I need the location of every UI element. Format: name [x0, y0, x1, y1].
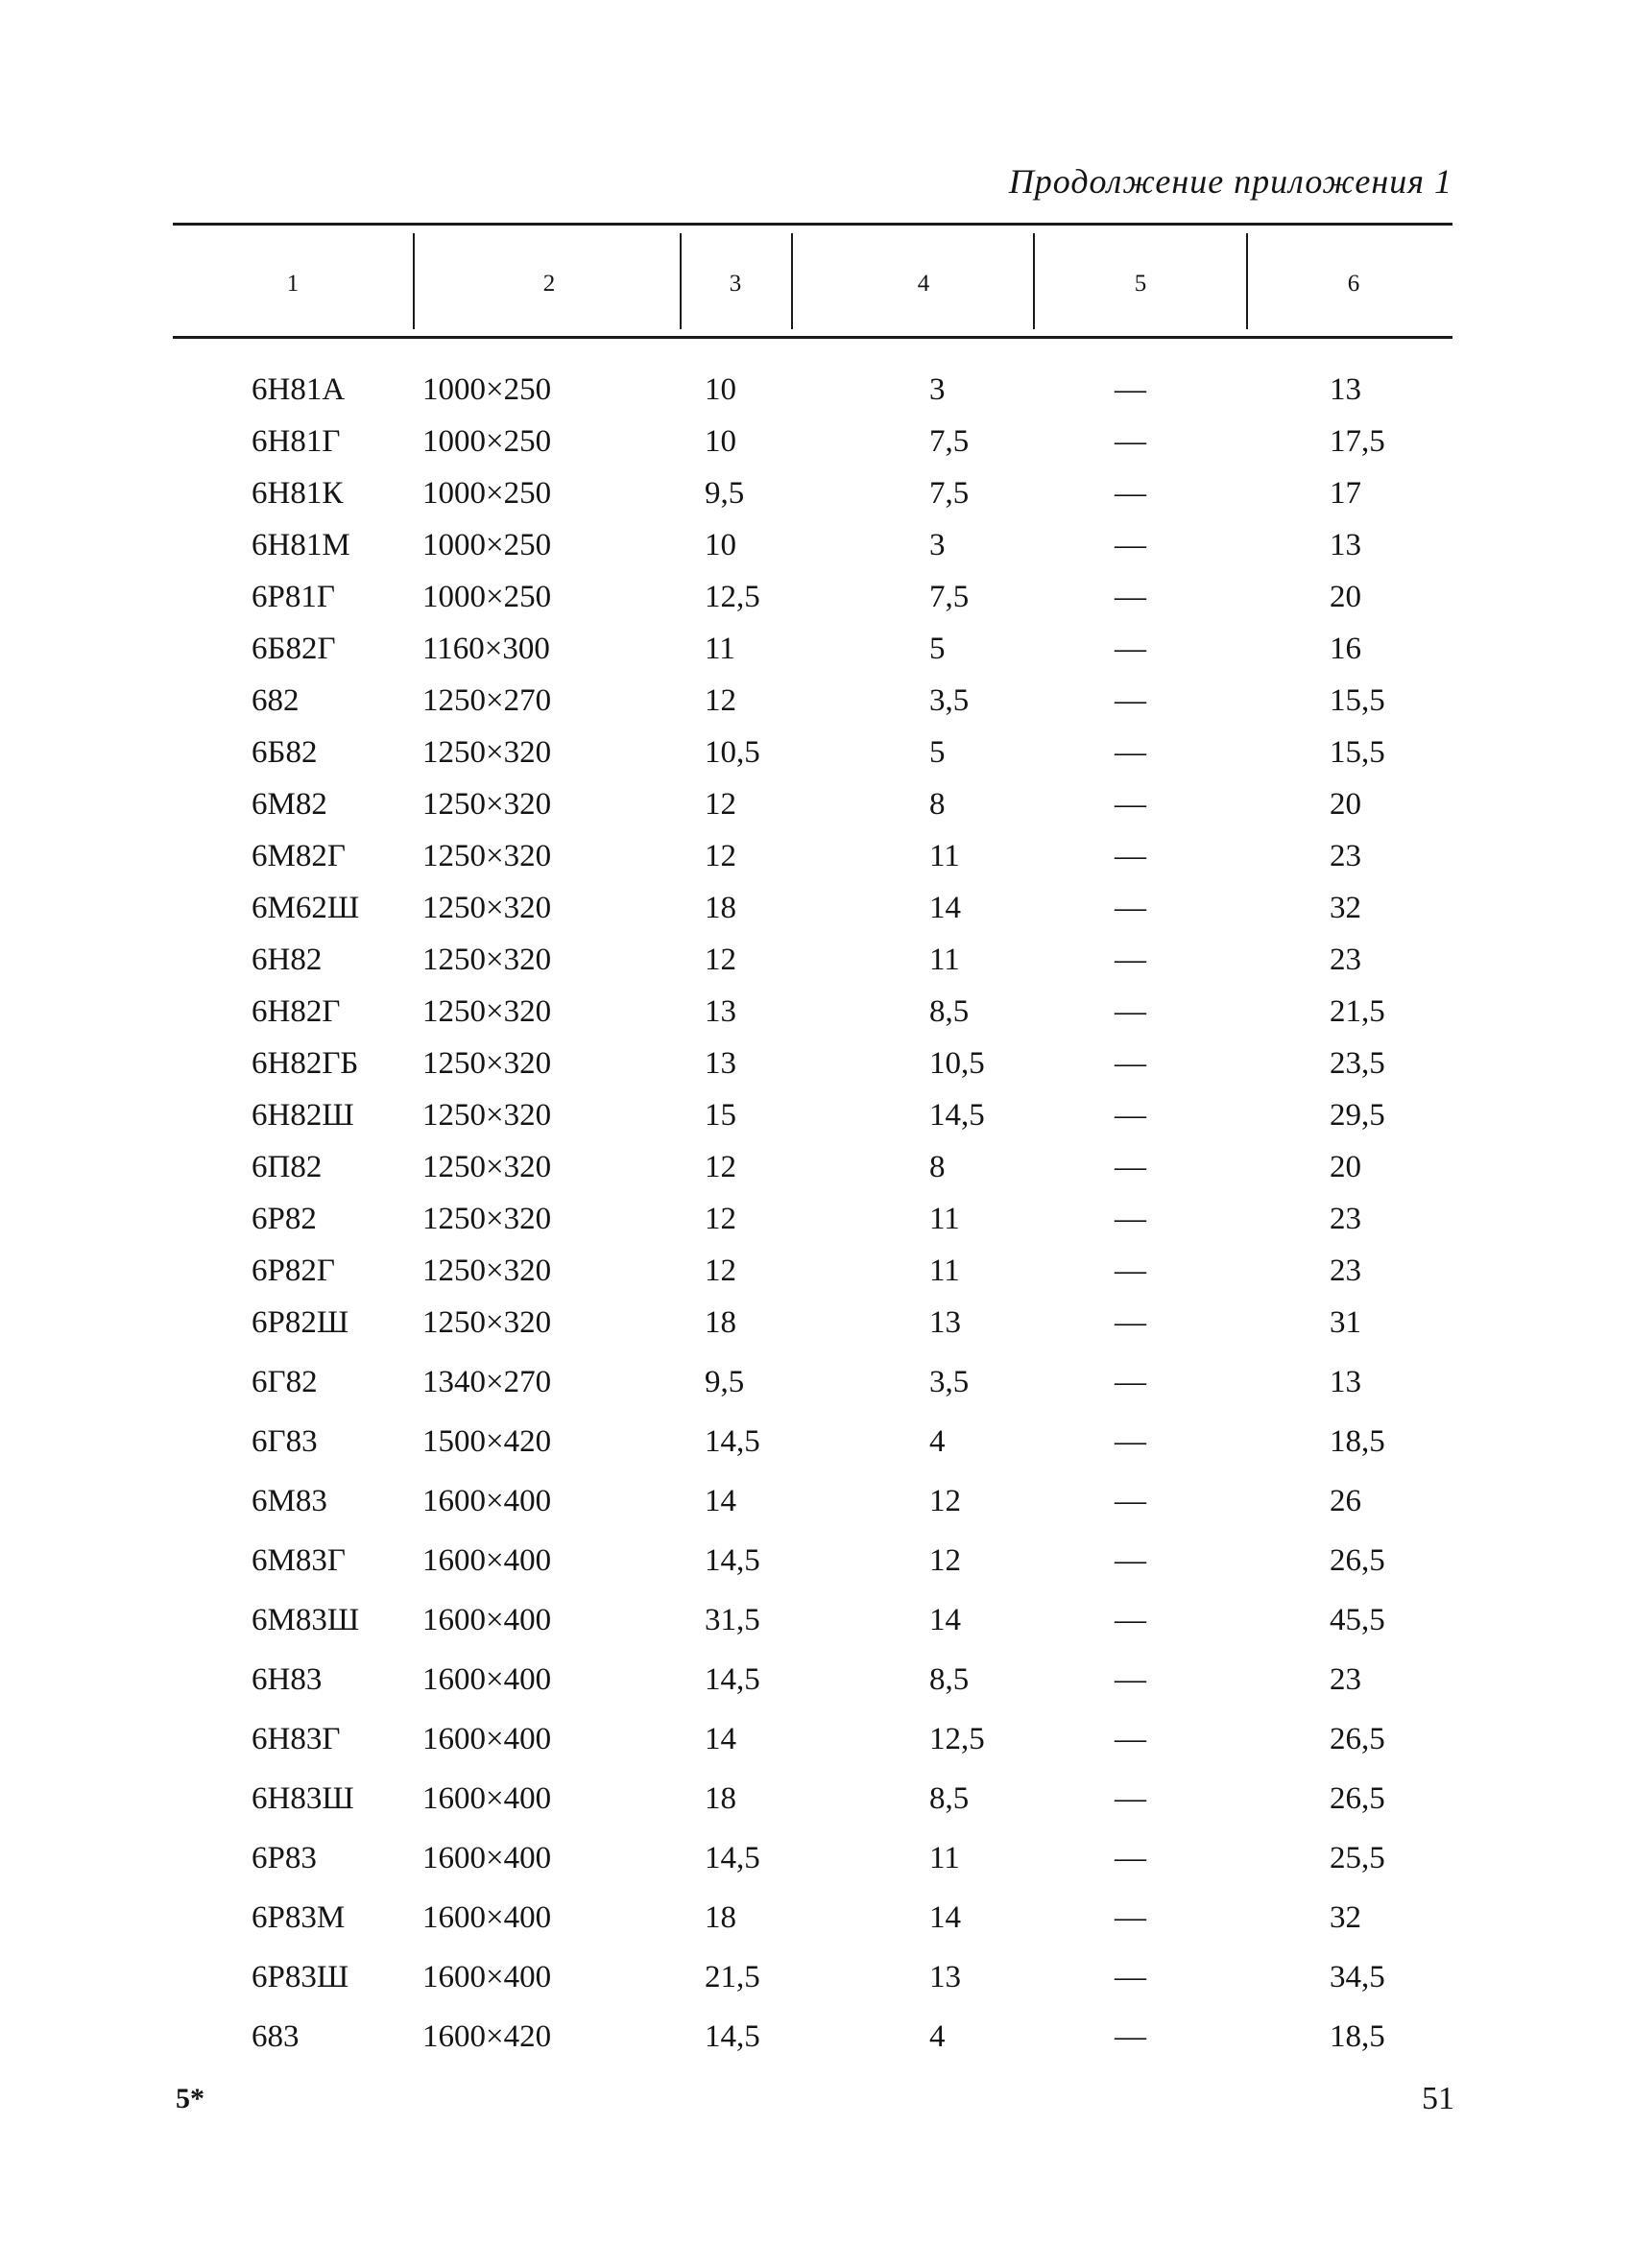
column-6-value: 23 [1330, 943, 1361, 977]
table-dimensions: 1600×400 [422, 1841, 552, 1875]
machine-model: 6М83Ш [252, 1603, 360, 1637]
table-dimensions: 1250×320 [422, 1253, 552, 1288]
table-dimensions: 1250×320 [422, 1150, 552, 1184]
column-3-value: 14,5 [705, 2019, 760, 2054]
column-5-value: — [1115, 735, 1146, 770]
machine-model: 6М83Г [252, 1543, 346, 1578]
table-row [0, 1597, 1632, 1657]
machine-model: 6Р82 [252, 1202, 317, 1236]
column-4-value: 5 [929, 735, 946, 770]
column-4-value: 11 [929, 1253, 960, 1288]
column-5-value: — [1115, 1305, 1146, 1340]
column-5-value: — [1115, 1603, 1146, 1637]
machine-model: 6Р82Ш [252, 1305, 349, 1340]
column-5-value: — [1115, 943, 1146, 977]
table-dimensions: 1000×250 [422, 424, 552, 459]
table-row [0, 1359, 1632, 1419]
machine-model: 6Н83 [252, 1662, 323, 1697]
table-dimensions: 1600×400 [422, 1603, 552, 1637]
table-row [0, 729, 1632, 781]
machine-model: 6Р81Г [252, 580, 335, 614]
table-row [0, 1040, 1632, 1092]
column-4-value: 3 [929, 528, 946, 562]
machine-model: 6М82 [252, 787, 327, 822]
machine-model: 6П82 [252, 1150, 323, 1184]
column-3-value: 18 [705, 1305, 736, 1340]
column-6-value: 23,5 [1330, 1046, 1385, 1081]
column-5-value: — [1115, 1484, 1146, 1518]
machine-model: 6М83 [252, 1484, 327, 1518]
column-5-value: — [1115, 424, 1146, 459]
column-divider [791, 233, 793, 329]
column-3-value: 13 [705, 1046, 736, 1081]
machine-model: 6Г82 [252, 1365, 318, 1399]
column-4-value: 3,5 [929, 1365, 970, 1399]
column-6-value: 26,5 [1330, 1543, 1385, 1578]
table-dimensions: 1600×400 [422, 1900, 552, 1935]
column-4-value: 14 [929, 1900, 961, 1935]
column-6-value: 17 [1330, 476, 1361, 511]
table-row [0, 1716, 1632, 1776]
column-4-value: 12 [929, 1543, 961, 1578]
table-row [0, 885, 1632, 937]
table-row [0, 1895, 1632, 1954]
machine-model: 6Р83Ш [252, 1960, 349, 1994]
column-divider [1033, 233, 1035, 329]
column-3-value: 14,5 [705, 1543, 760, 1578]
table-row [0, 1196, 1632, 1248]
continuation-caption: Продолжение приложения 1 [1008, 162, 1452, 201]
machine-model: 6М62Ш [252, 891, 360, 925]
table-row [0, 470, 1632, 522]
table-row [0, 989, 1632, 1040]
table-row [0, 1835, 1632, 1895]
machine-model: 6Р82Г [252, 1253, 335, 1288]
column-5-value: — [1115, 1253, 1146, 1288]
column-3-value: 15 [705, 1098, 736, 1133]
column-3-value: 18 [705, 1900, 736, 1935]
page-number: 51 [1422, 2081, 1454, 2116]
column-5-value: — [1115, 994, 1146, 1029]
column-3-value: 31,5 [705, 1603, 760, 1637]
table-row [0, 1092, 1632, 1144]
column-6-value: 23 [1330, 1253, 1361, 1288]
table-body [0, 367, 1632, 2073]
column-3-value: 14,5 [705, 1424, 760, 1459]
table-dimensions: 1250×320 [422, 787, 552, 822]
machine-model: 6Р83М [252, 1900, 346, 1935]
table-row [0, 937, 1632, 989]
column-3-value: 12 [705, 787, 736, 822]
signature-mark: 5* [176, 2083, 204, 2114]
table-row [0, 367, 1632, 418]
column-3-value: 9,5 [705, 476, 745, 511]
table-row [0, 1538, 1632, 1597]
table-dimensions: 1600×400 [422, 1781, 552, 1816]
machine-model: 6Н83Ш [252, 1781, 354, 1816]
column-3-value: 12,5 [705, 580, 760, 614]
column-5-value: — [1115, 787, 1146, 822]
column-4-value: 12 [929, 1484, 961, 1518]
column-3-value: 10 [705, 372, 736, 407]
column-4-value: 4 [929, 2019, 946, 2054]
column-3-value: 11 [705, 632, 735, 666]
column-6-value: 16 [1330, 632, 1361, 666]
table-row [0, 2014, 1632, 2073]
column-4-value: 7,5 [929, 476, 970, 511]
table-dimensions: 1600×400 [422, 1662, 552, 1697]
column-6-value: 21,5 [1330, 994, 1385, 1029]
column-6-value: 23 [1330, 839, 1361, 873]
table-row [0, 626, 1632, 678]
column-6-value: 20 [1330, 787, 1361, 822]
column-6-value: 25,5 [1330, 1841, 1385, 1875]
column-6-value: 18,5 [1330, 2019, 1385, 2054]
table-dimensions: 1500×420 [422, 1424, 552, 1459]
column-6-value: 32 [1330, 1900, 1361, 1935]
machine-model: 6Н82 [252, 943, 323, 977]
table-dimensions: 1250×320 [422, 1305, 552, 1340]
column-4-value: 11 [929, 839, 960, 873]
column-3-value: 12 [705, 943, 736, 977]
table-row [0, 1776, 1632, 1835]
table-row [0, 574, 1632, 626]
table-dimensions: 1000×250 [422, 580, 552, 614]
table-row [0, 1657, 1632, 1716]
column-6-value: 23 [1330, 1202, 1361, 1236]
column-5-value: — [1115, 1202, 1146, 1236]
column-4-value: 8,5 [929, 994, 970, 1029]
column-4-value: 7,5 [929, 580, 970, 614]
table-dimensions: 1250×320 [422, 839, 552, 873]
column-6-value: 26 [1330, 1484, 1361, 1518]
column-5-value: — [1115, 891, 1146, 925]
column-3-value: 12 [705, 1150, 736, 1184]
table-row [0, 781, 1632, 833]
column-5-value: — [1115, 1046, 1146, 1081]
column-3-value: 18 [705, 891, 736, 925]
machine-model: 6Н83Г [252, 1722, 341, 1756]
column-3-value: 21,5 [705, 1960, 760, 1994]
column-4-value: 14,5 [929, 1098, 985, 1133]
table-dimensions: 1600×420 [422, 2019, 552, 2054]
column-6-value: 13 [1330, 528, 1361, 562]
column-5-value: — [1115, 1365, 1146, 1399]
column-6-value: 15,5 [1330, 683, 1385, 718]
machine-model: 6Р83 [252, 1841, 317, 1875]
table-row [0, 418, 1632, 470]
table-row [0, 678, 1632, 729]
column-6-value: 20 [1330, 580, 1361, 614]
column-header-3: 3 [729, 271, 742, 297]
column-3-value: 10 [705, 528, 736, 562]
column-6-value: 13 [1330, 372, 1361, 407]
column-4-value: 12,5 [929, 1722, 985, 1756]
column-5-value: — [1115, 1781, 1146, 1816]
table-dimensions: 1250×320 [422, 994, 552, 1029]
table-dimensions: 1000×250 [422, 528, 552, 562]
column-header-6: 6 [1347, 271, 1360, 297]
column-6-value: 32 [1330, 891, 1361, 925]
column-header-4: 4 [917, 271, 930, 297]
column-6-value: 20 [1330, 1150, 1361, 1184]
column-5-value: — [1115, 1150, 1146, 1184]
column-3-value: 13 [705, 994, 736, 1029]
column-5-value: — [1115, 1424, 1146, 1459]
column-4-value: 14 [929, 1603, 961, 1637]
column-3-value: 14,5 [705, 1662, 760, 1697]
table-row [0, 1300, 1632, 1359]
table-row [0, 833, 1632, 885]
column-5-value: — [1115, 1960, 1146, 1994]
table-dimensions: 1250×320 [422, 735, 552, 770]
column-3-value: 14 [705, 1484, 736, 1518]
column-4-value: 5 [929, 632, 946, 666]
column-5-value: — [1115, 1900, 1146, 1935]
column-6-value: 29,5 [1330, 1098, 1385, 1133]
table-row [0, 1248, 1632, 1300]
column-header-2: 2 [542, 271, 556, 297]
table-row [0, 1478, 1632, 1538]
machine-model: 6Н82Г [252, 994, 341, 1029]
machine-model: 6М82Г [252, 839, 346, 873]
machine-model: 6Н81К [252, 476, 344, 511]
column-4-value: 13 [929, 1305, 961, 1340]
machine-model: 6Н81М [252, 528, 350, 562]
column-3-value: 9,5 [705, 1365, 745, 1399]
column-5-value: — [1115, 1543, 1146, 1578]
column-divider [680, 233, 682, 329]
column-5-value: — [1115, 528, 1146, 562]
machine-model: 6Н82ГБ [252, 1046, 359, 1081]
column-4-value: 13 [929, 1960, 961, 1994]
column-divider [413, 233, 415, 329]
machine-model: 6Н81Г [252, 424, 341, 459]
column-4-value: 3 [929, 372, 946, 407]
column-4-value: 8,5 [929, 1662, 970, 1697]
column-6-value: 17,5 [1330, 424, 1385, 459]
column-5-value: — [1115, 1662, 1146, 1697]
column-5-value: — [1115, 1722, 1146, 1756]
column-4-value: 11 [929, 1202, 960, 1236]
table-row [0, 1144, 1632, 1196]
table-dimensions: 1250×270 [422, 683, 552, 718]
table-dimensions: 1600×400 [422, 1722, 552, 1756]
column-4-value: 14 [929, 891, 961, 925]
table-row [0, 1419, 1632, 1478]
column-4-value: 11 [929, 1841, 960, 1875]
column-5-value: — [1115, 632, 1146, 666]
column-6-value: 15,5 [1330, 735, 1385, 770]
column-3-value: 10 [705, 424, 736, 459]
column-3-value: 12 [705, 1202, 736, 1236]
table-row [0, 1954, 1632, 2014]
column-6-value: 26,5 [1330, 1722, 1385, 1756]
column-4-value: 8,5 [929, 1781, 970, 1816]
machine-model: 682 [252, 683, 300, 718]
column-6-value: 26,5 [1330, 1781, 1385, 1816]
column-5-value: — [1115, 1098, 1146, 1133]
table-dimensions: 1000×250 [422, 372, 552, 407]
column-6-value: 34,5 [1330, 1960, 1385, 1994]
column-4-value: 7,5 [929, 424, 970, 459]
table-dimensions: 1160×300 [422, 632, 550, 666]
table-row [0, 522, 1632, 574]
machine-model: 6Н82Ш [252, 1098, 354, 1133]
column-header-1: 1 [286, 271, 300, 297]
column-5-value: — [1115, 683, 1146, 718]
column-6-value: 45,5 [1330, 1603, 1385, 1637]
table-dimensions: 1340×270 [422, 1365, 552, 1399]
table-dimensions: 1250×320 [422, 943, 552, 977]
column-5-value: — [1115, 839, 1146, 873]
table-dimensions: 1600×400 [422, 1543, 552, 1578]
column-5-value: — [1115, 580, 1146, 614]
column-4-value: 11 [929, 943, 960, 977]
column-3-value: 14 [705, 1722, 736, 1756]
table-dimensions: 1250×320 [422, 1202, 552, 1236]
machine-model: 6Б82Г [252, 632, 336, 666]
table-dimensions: 1250×320 [422, 1098, 552, 1133]
table-dimensions: 1000×250 [422, 476, 552, 511]
column-6-value: 31 [1330, 1305, 1361, 1340]
column-4-value: 10,5 [929, 1046, 985, 1081]
column-5-value: — [1115, 2019, 1146, 2054]
column-6-value: 23 [1330, 1662, 1361, 1697]
column-6-value: 18,5 [1330, 1424, 1385, 1459]
column-4-value: 3,5 [929, 683, 970, 718]
column-4-value: 4 [929, 1424, 946, 1459]
column-4-value: 8 [929, 1150, 946, 1184]
column-6-value: 13 [1330, 1365, 1361, 1399]
column-3-value: 10,5 [705, 735, 760, 770]
table-top-rule [173, 223, 1452, 226]
machine-model: 683 [252, 2019, 300, 2054]
machine-model: 6Н81А [252, 372, 346, 407]
column-4-value: 8 [929, 787, 946, 822]
column-header-5: 5 [1134, 271, 1147, 297]
column-3-value: 18 [705, 1781, 736, 1816]
column-5-value: — [1115, 476, 1146, 511]
table-header-rule [173, 336, 1452, 339]
table-dimensions: 1600×400 [422, 1960, 552, 1994]
table-dimensions: 1600×400 [422, 1484, 552, 1518]
table-dimensions: 1250×320 [422, 891, 552, 925]
machine-model: 6Г83 [252, 1424, 318, 1459]
column-5-value: — [1115, 372, 1146, 407]
column-5-value: — [1115, 1841, 1146, 1875]
table-dimensions: 1250×320 [422, 1046, 552, 1081]
column-divider [1246, 233, 1248, 329]
column-3-value: 12 [705, 683, 736, 718]
column-3-value: 12 [705, 839, 736, 873]
column-3-value: 12 [705, 1253, 736, 1288]
machine-model: 6Б82 [252, 735, 318, 770]
column-3-value: 14,5 [705, 1841, 760, 1875]
